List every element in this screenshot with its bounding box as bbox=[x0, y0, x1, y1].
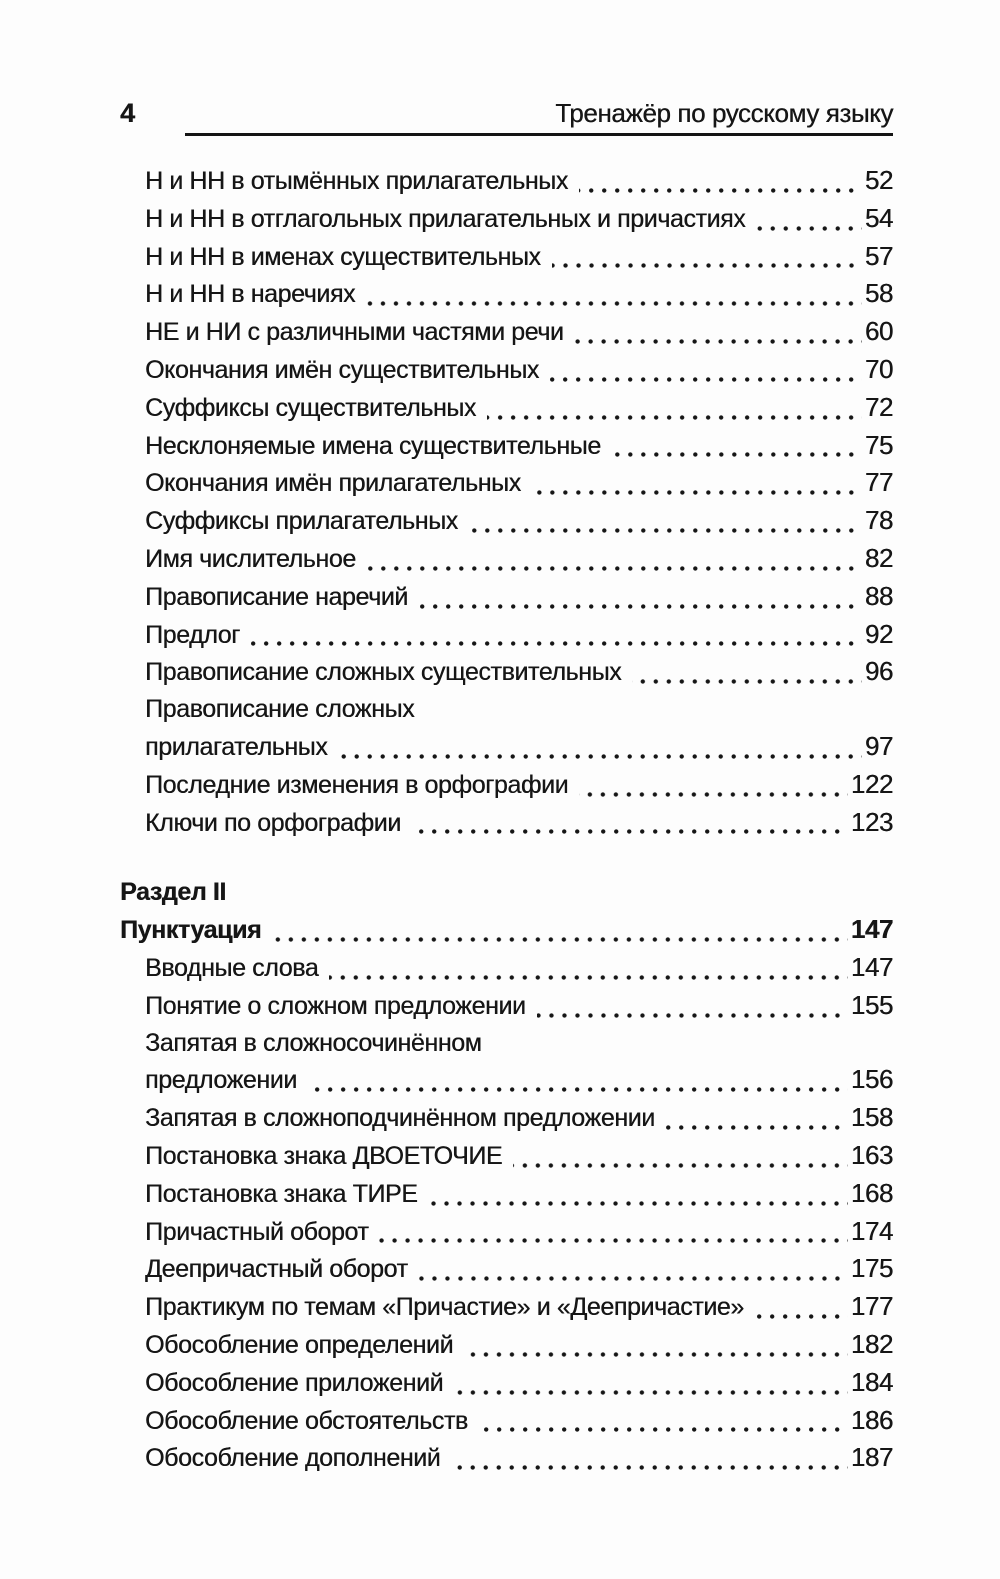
toc-entry-row bbox=[120, 162, 893, 200]
dot-leader bbox=[379, 1238, 847, 1243]
dot-leader bbox=[419, 604, 862, 609]
toc-entry-page: 52 bbox=[864, 165, 893, 195]
toc-entry-page: 82 bbox=[864, 542, 893, 573]
dot-leader bbox=[412, 829, 848, 834]
toc-entry-page: 70 bbox=[864, 353, 893, 384]
toc-entry-row bbox=[120, 1402, 893, 1440]
page-header bbox=[120, 98, 893, 128]
toc-entry-row bbox=[120, 728, 893, 766]
dot-leader bbox=[454, 1390, 848, 1395]
toc-entry-page: 58 bbox=[864, 278, 893, 309]
toc-entry-page: 184 bbox=[850, 1366, 893, 1397]
toc-entry-label: Обособление определений bbox=[145, 1330, 454, 1359]
toc-entry-label: предложении bbox=[145, 1066, 297, 1095]
toc-entry-label: Последние изменения в орфографии bbox=[145, 770, 569, 799]
toc-entry-page: 78 bbox=[864, 505, 893, 536]
toc-entry-label: Н и НН в отымённых прилагательных bbox=[145, 167, 568, 195]
toc-entry-page: 156 bbox=[850, 1064, 893, 1095]
toc-entry-page: 168 bbox=[850, 1177, 893, 1208]
toc-entry-row bbox=[120, 987, 893, 1025]
dot-leader bbox=[574, 339, 861, 344]
toc-entry-row bbox=[120, 616, 893, 654]
dot-leader bbox=[552, 263, 862, 268]
toc-entry-page: 72 bbox=[864, 391, 893, 422]
toc-entry-page: 92 bbox=[864, 618, 893, 649]
toc-entry-label: Понятие о сложном предложении bbox=[145, 991, 526, 1020]
dot-leader bbox=[550, 377, 862, 382]
toc-entry-page: 96 bbox=[864, 656, 893, 687]
toc-entry-row bbox=[120, 540, 893, 578]
toc-entry-label: Обособление обстоятельств bbox=[145, 1406, 468, 1435]
toc-entry-row bbox=[120, 464, 893, 502]
toc-entry-label: Имя числительное bbox=[145, 544, 356, 573]
toc-entry-label: Запятая в сложноподчинённом предложении bbox=[145, 1104, 655, 1133]
toc-entry-label: Практикум по темам «Причастие» и «Деепричастие» bbox=[145, 1293, 744, 1322]
toc-entry-label: прилагательных bbox=[145, 732, 328, 761]
toc-entry-row bbox=[120, 502, 893, 540]
dot-leader bbox=[513, 1163, 848, 1168]
dot-leader bbox=[469, 528, 862, 533]
toc-entry-label: Запятая в сложносочинённом bbox=[145, 1028, 482, 1057]
section-heading-row bbox=[120, 874, 893, 911]
dot-leader bbox=[755, 1314, 848, 1319]
toc-entry-row bbox=[120, 653, 893, 691]
section-title-row bbox=[120, 911, 893, 949]
toc-entry-label: Суффиксы прилагательных bbox=[145, 507, 458, 536]
toc-entry-label: Причастный оборот bbox=[145, 1217, 369, 1246]
toc-entry-page: 155 bbox=[850, 989, 893, 1020]
table-of-contents bbox=[120, 162, 893, 1477]
dot-leader bbox=[308, 1087, 848, 1092]
section-heading-label: Раздел II bbox=[120, 878, 226, 907]
section-gap bbox=[120, 841, 893, 874]
page-number: 4 bbox=[120, 98, 136, 128]
toc-entry-page: 60 bbox=[864, 316, 893, 347]
toc-entry-page: 88 bbox=[864, 580, 893, 611]
dot-leader bbox=[428, 1201, 847, 1206]
toc-entry-row bbox=[120, 1213, 893, 1251]
toc-entry-row bbox=[120, 1250, 893, 1288]
toc-entry-row bbox=[120, 578, 893, 616]
dot-leader bbox=[579, 188, 862, 193]
toc-entry-page: 57 bbox=[864, 240, 893, 271]
dot-leader bbox=[756, 226, 862, 231]
toc-entry-label: Правописание наречий bbox=[145, 582, 408, 611]
dot-leader bbox=[366, 301, 862, 306]
dot-leader bbox=[329, 975, 848, 980]
toc-entry-row bbox=[120, 238, 893, 276]
toc-entry-page: 187 bbox=[850, 1442, 893, 1473]
toc-entry-row bbox=[120, 200, 893, 238]
toc-entry-page: 186 bbox=[850, 1404, 893, 1435]
toc-entry-label: Правописание сложных bbox=[145, 695, 415, 724]
toc-entry-label: Несклоняемые имена существительные bbox=[145, 431, 601, 460]
toc-entry-label: Предлог bbox=[145, 620, 240, 649]
toc-entry-label: Н и НН в именах существительных bbox=[145, 242, 541, 271]
toc-entry-label: Окончания имён прилагательных bbox=[145, 469, 521, 498]
dot-leader bbox=[537, 1013, 848, 1018]
toc-entry-label: Вводные слова bbox=[145, 953, 319, 982]
toc-entry-row bbox=[120, 1025, 893, 1062]
toc-entry-label: Обособление дополнений bbox=[145, 1444, 441, 1473]
toc-entry-row bbox=[120, 351, 893, 389]
toc-entry-label: Суффиксы существительных bbox=[145, 393, 476, 422]
toc-entry-label: Окончания имён существительных bbox=[145, 355, 539, 384]
dot-leader bbox=[419, 1276, 848, 1281]
dot-leader bbox=[367, 566, 862, 571]
toc-entry-row bbox=[120, 1137, 893, 1175]
toc-entry-page: 75 bbox=[864, 429, 893, 460]
toc-entry-page: 158 bbox=[850, 1102, 893, 1133]
toc-entry-label: Н и НН в наречиях bbox=[145, 280, 356, 309]
toc-entry-page: 77 bbox=[864, 467, 893, 498]
toc-entry-page: 147 bbox=[850, 914, 893, 945]
toc-entry-page: 182 bbox=[850, 1328, 893, 1359]
dot-leader bbox=[338, 754, 862, 759]
dot-leader bbox=[579, 792, 848, 797]
toc-entry-row bbox=[120, 1326, 893, 1364]
toc-entry-page: 175 bbox=[850, 1253, 893, 1284]
dot-leader bbox=[464, 1352, 848, 1357]
toc-entry-page: 123 bbox=[850, 806, 893, 837]
toc-entry-row bbox=[120, 427, 893, 465]
dot-leader bbox=[272, 937, 848, 942]
toc-entry-row bbox=[120, 1439, 893, 1477]
section-title-label: Пунктуация bbox=[120, 916, 262, 945]
toc-entry-row bbox=[120, 691, 893, 728]
toc-entry-page: 147 bbox=[850, 951, 893, 982]
toc-entry-page: 163 bbox=[850, 1139, 893, 1170]
dot-leader bbox=[532, 490, 862, 495]
toc-entry-row bbox=[120, 313, 893, 351]
dot-leader bbox=[487, 415, 862, 420]
toc-entry-label: Ключи по орфографии bbox=[145, 808, 401, 837]
running-title: Тренажёр по русскому языку bbox=[555, 98, 893, 128]
toc-entry-label: НЕ и НИ с различными частями речи bbox=[145, 318, 564, 347]
toc-entry-page: 122 bbox=[850, 768, 893, 799]
toc-entry-label: Деепричастный оборот bbox=[145, 1255, 408, 1284]
header-rule bbox=[185, 133, 893, 136]
toc-entry-row bbox=[120, 1061, 893, 1099]
toc-entry-row bbox=[120, 389, 893, 427]
toc-entry-row bbox=[120, 804, 893, 842]
dot-leader bbox=[451, 1465, 848, 1470]
toc-entry-row bbox=[120, 949, 893, 987]
dot-leader bbox=[479, 1427, 848, 1432]
toc-entry-row bbox=[120, 766, 893, 804]
toc-entry-page: 174 bbox=[850, 1215, 893, 1246]
toc-entry-row bbox=[120, 1099, 893, 1137]
toc-entry-label: Н и НН в отглагольных прилагательных и причастиях bbox=[145, 204, 746, 233]
dot-leader bbox=[632, 679, 862, 684]
toc-entry-label: Постановка знака ДВОЕТОЧИЕ bbox=[145, 1141, 503, 1170]
toc-entry-label: Обособление приложений bbox=[145, 1368, 444, 1397]
dot-leader bbox=[251, 641, 862, 646]
toc-entry-page: 177 bbox=[850, 1291, 893, 1322]
toc-entry-row bbox=[120, 275, 893, 313]
toc-entry-row bbox=[120, 1175, 893, 1213]
dot-leader bbox=[612, 452, 862, 457]
toc-entry-row bbox=[120, 1364, 893, 1402]
toc-entry-page: 54 bbox=[864, 202, 893, 233]
toc-entry-page: 97 bbox=[864, 730, 893, 761]
dot-leader bbox=[666, 1125, 848, 1130]
toc-entry-label: Правописание сложных существительных bbox=[145, 658, 622, 687]
toc-entry-row bbox=[120, 1288, 893, 1326]
toc-entry-label: Постановка знака ТИРЕ bbox=[145, 1179, 418, 1208]
